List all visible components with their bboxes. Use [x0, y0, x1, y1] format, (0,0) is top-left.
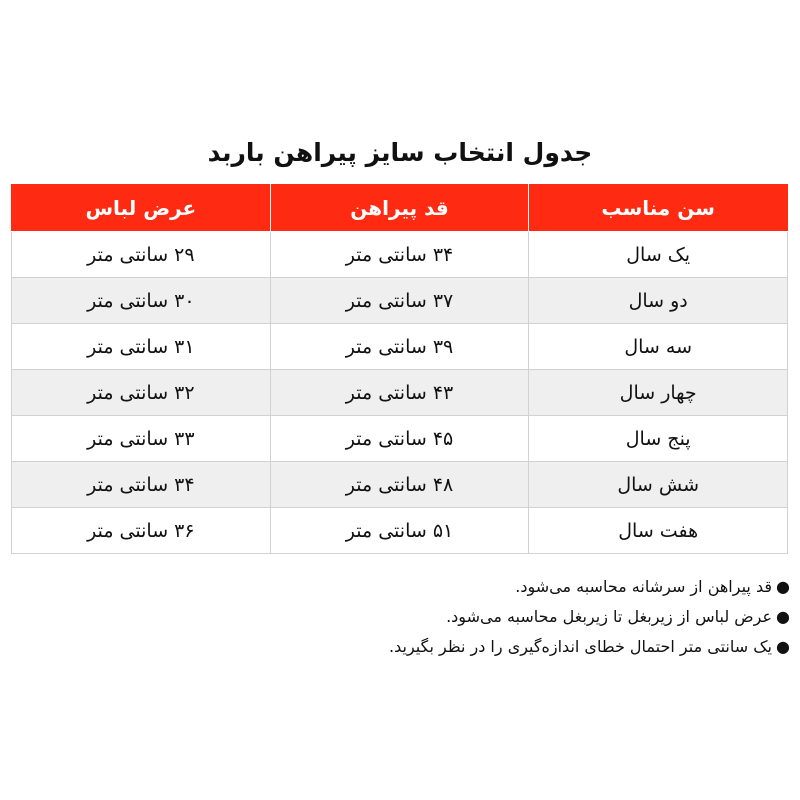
table-row — [12, 324, 788, 370]
header-shirt-length: قد پیراهن — [270, 185, 529, 232]
notes-list — [12, 572, 790, 662]
cell-width: ۳۴ سانتی متر — [12, 462, 271, 508]
cell-age: چهار سال — [529, 370, 788, 416]
cell-shirt-length: ۳۷ سانتی متر — [270, 278, 529, 324]
cell-age: هفت سال — [529, 508, 788, 554]
bullet-icon: ● — [776, 577, 790, 596]
cell-shirt-length: ۴۳ سانتی متر — [270, 370, 529, 416]
cell-width: ۲۹ سانتی متر — [12, 232, 271, 278]
cell-age: شش سال — [529, 462, 788, 508]
header-age: سن مناسب — [529, 185, 788, 232]
cell-width: ۳۱ سانتی متر — [12, 324, 271, 370]
page-title: جدول انتخاب سایز پیراهن باربد — [207, 138, 593, 167]
table-header-row — [12, 185, 788, 232]
cell-age: سه سال — [529, 324, 788, 370]
table-row — [12, 370, 788, 416]
size-table — [11, 184, 788, 554]
table-row — [12, 278, 788, 324]
cell-shirt-length: ۳۹ سانتی متر — [270, 324, 529, 370]
cell-shirt-length: ۵۱ سانتی متر — [270, 508, 529, 554]
note-item — [12, 572, 790, 602]
cell-width: ۳۲ سانتی متر — [12, 370, 271, 416]
note-item — [12, 632, 790, 662]
bullet-icon: ● — [776, 637, 790, 656]
table-row — [12, 462, 788, 508]
cell-width: ۳۰ سانتی متر — [12, 278, 271, 324]
note-text: قد پیراهن از سرشانه محاسبه می‌شود. — [515, 577, 772, 596]
cell-shirt-length: ۳۴ سانتی متر — [270, 232, 529, 278]
cell-shirt-length: ۴۵ سانتی متر — [270, 416, 529, 462]
header-width: عرض لباس — [12, 185, 271, 232]
table-row — [12, 232, 788, 278]
cell-width: ۳۶ سانتی متر — [12, 508, 271, 554]
note-text: یک سانتی متر احتمال خطای اندازه‌گیری را در نظر بگیرید. — [389, 637, 772, 656]
cell-shirt-length: ۴۸ سانتی متر — [270, 462, 529, 508]
cell-age: یک سال — [529, 232, 788, 278]
cell-age: دو سال — [529, 278, 788, 324]
note-item — [12, 602, 790, 632]
bullet-icon: ● — [776, 607, 790, 626]
cell-width: ۳۳ سانتی متر — [12, 416, 271, 462]
cell-age: پنج سال — [529, 416, 788, 462]
table-row — [12, 416, 788, 462]
note-text: عرض لباس از زیربغل تا زیربغل محاسبه می‌شود. — [446, 607, 772, 626]
table-row — [12, 508, 788, 554]
